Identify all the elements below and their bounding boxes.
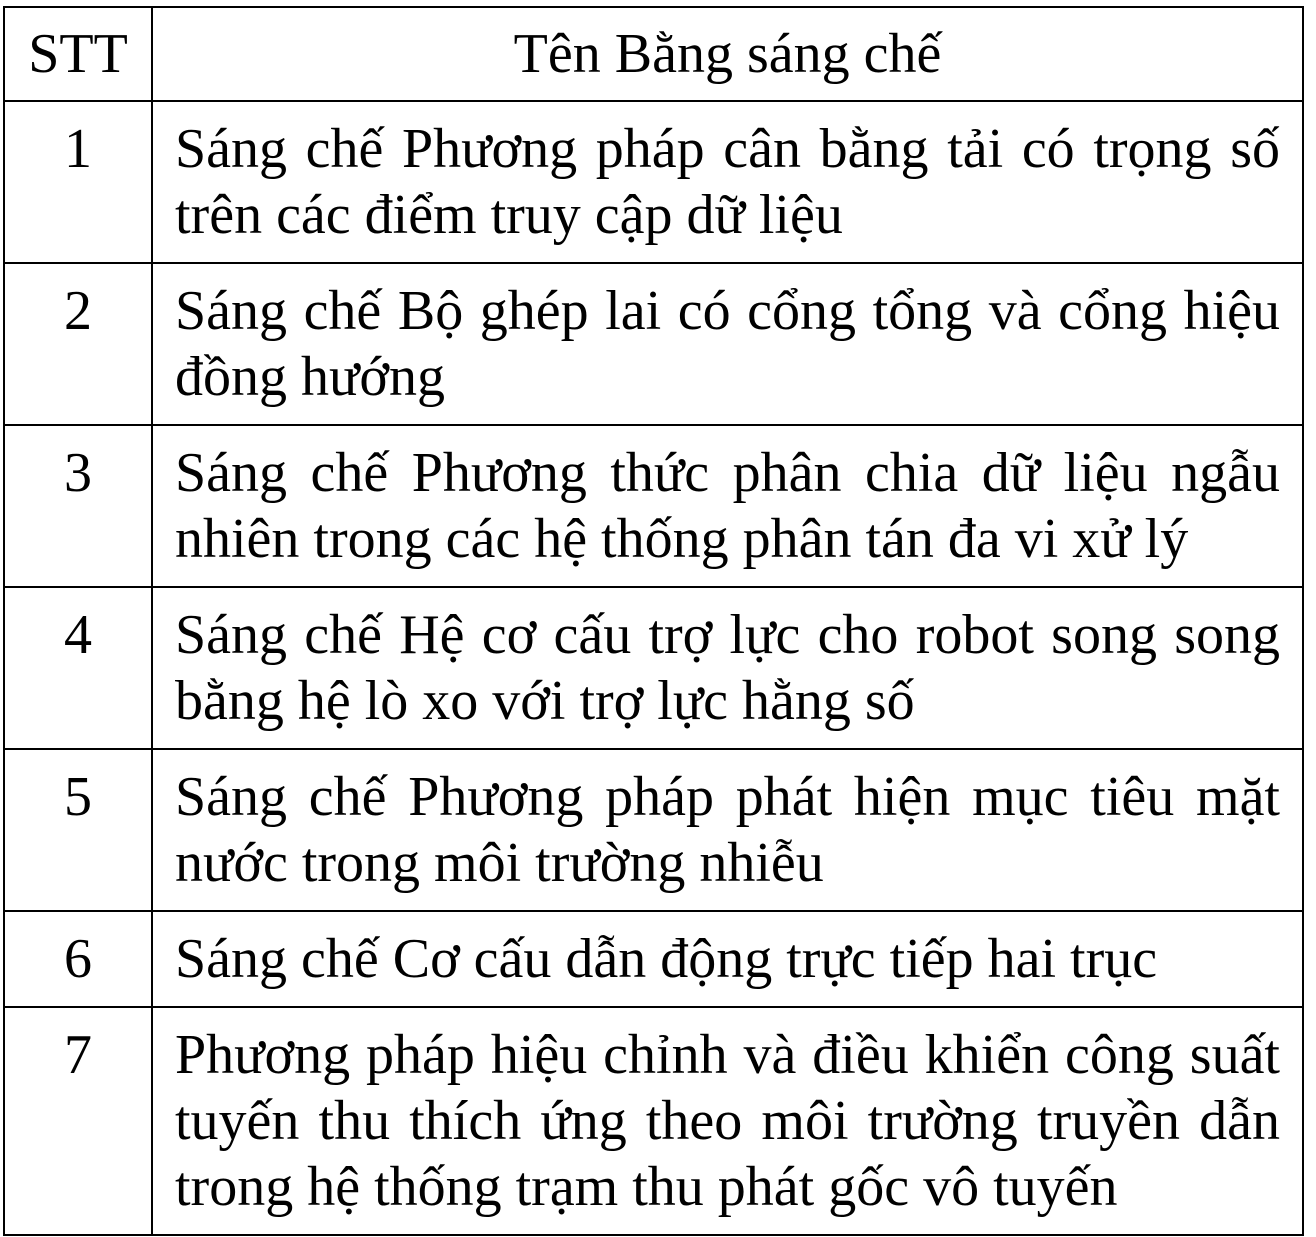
patent-table xyxy=(3,6,1304,1236)
row-patent-name: Phương pháp hiệu chỉnh và điều khiển công suất tuyến thu thích ứng theo môi trường truyền dẫn trong hệ thống trạm thu phát gốc vô tuyến xyxy=(152,1007,1303,1235)
row-stt: 3 xyxy=(4,425,152,587)
table-row xyxy=(4,911,1303,1007)
row-stt: 4 xyxy=(4,587,152,749)
table-row xyxy=(4,749,1303,911)
table-row xyxy=(4,425,1303,587)
table-header xyxy=(4,7,1303,101)
row-patent-name: Sáng chế Phương pháp cân bằng tải có trọng số trên các điểm truy cập dữ liệu xyxy=(152,101,1303,263)
header-row xyxy=(4,7,1303,101)
row-patent-name: Sáng chế Phương pháp phát hiện mục tiêu mặt nước trong môi trường nhiễu xyxy=(152,749,1303,911)
table-row xyxy=(4,263,1303,425)
row-stt: 1 xyxy=(4,101,152,263)
row-stt: 6 xyxy=(4,911,152,1007)
header-stt: STT xyxy=(4,7,152,101)
row-stt: 7 xyxy=(4,1007,152,1235)
row-patent-name: Sáng chế Phương thức phân chia dữ liệu ngẫu nhiên trong các hệ thống phân tán đa vi xử lý xyxy=(152,425,1303,587)
row-stt: 5 xyxy=(4,749,152,911)
header-patent-name: Tên Bằng sáng chế xyxy=(152,7,1303,101)
table-row xyxy=(4,101,1303,263)
table-row xyxy=(4,1007,1303,1235)
row-stt: 2 xyxy=(4,263,152,425)
table-row xyxy=(4,587,1303,749)
row-patent-name: Sáng chế Hệ cơ cấu trợ lực cho robot song song bằng hệ lò xo với trợ lực hằng số xyxy=(152,587,1303,749)
row-patent-name: Sáng chế Cơ cấu dẫn động trực tiếp hai trục xyxy=(152,911,1303,1007)
row-patent-name: Sáng chế Bộ ghép lai có cổng tổng và cổng hiệu đồng hướng xyxy=(152,263,1303,425)
